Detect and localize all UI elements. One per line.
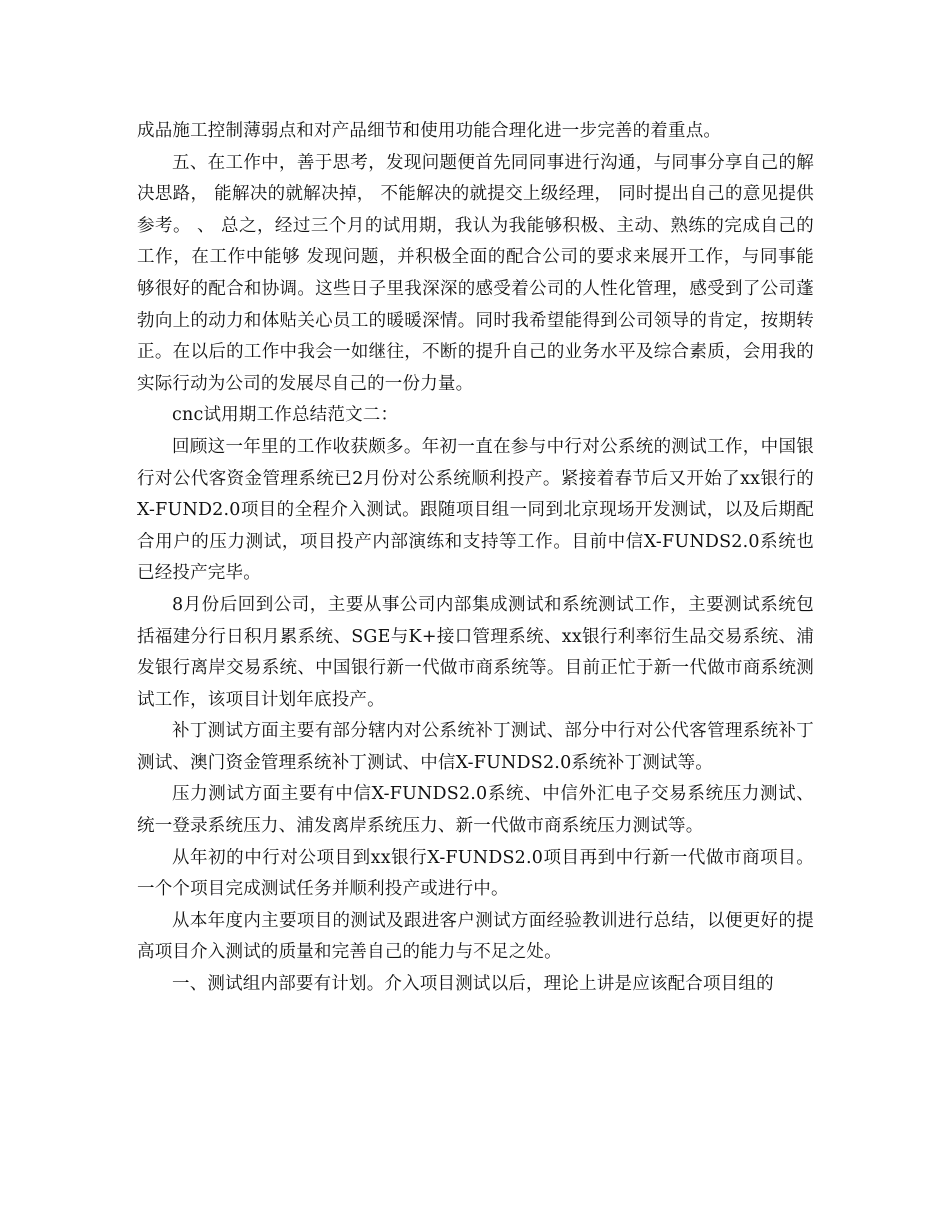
paragraph-2: 五、在工作中，善于思考，发现问题便首先同同事进行沟通，与同事分享自己的解决思路， 能解决的就解决掉， 不能解决的就提交上级经理， 同时提出自己的意见提供参考。 、 总之，经过三个月的试用期，我认为我能够积极、主动、熟练的完成自己的工作，在工作中能够 发现问题，并积极全面的配合公司的要求来展开工作，与同事能够很好的配合和协调。这些日子里我深深的感受着公司的人性化管理，感受到了公司蓬勃向上的动力和体贴关心员工的暖暖深情。同时我希望能得到公司领导的肯定，按期转正。在以后的工作中我会一如继往，不断的提升自己的业务水平及综合素质，会用我的实际行动为公司的发展尽自己的一份力量。: [137, 152, 814, 394]
paragraph-8: 从年初的中行对公项目到xx银行X-FUNDS2.0项目再到中行新一代做市商项目。一个个项目完成测试任务并顺利投产或进行中。: [137, 847, 814, 900]
paragraph-9: 从本年度内主要项目的测试及跟进客户测试方面经验教训进行总结，以便更好的提高项目介入测试的质量和完善自己的能力与不足之处。: [137, 910, 814, 963]
paragraph-1: 成品施工控制薄弱点和对产品细节和使用功能合理化进一步完善的着重点。: [137, 121, 722, 141]
paragraph-4: 回顾这一年里的工作收获颇多。年初一直在参与中行对公系统的测试工作，中国银行对公代客资金管理系统已2月份对公系统顺利投产。紧接着春节后又开始了xx银行的X-FUND2.0项目的全程介入测试。跟随项目组一同到北京现场开发测试，以及后期配合用户的压力测试，项目投产内部演练和支持等工作。目前中信X-FUNDS2.0系统也已经投产完毕。: [137, 436, 814, 584]
paragraph-10: 一、测试组内部要有计划。介入项目测试以后，理论上讲是应该配合项目组的: [172, 974, 774, 995]
paragraph-5: 8月份后回到公司，主要从事公司内部集成测试和系统测试工作，主要测试系统包括福建分行日积月累系统、SGE与K+接口管理系统、xx银行利率衍生品交易系统、浦发银行离岸交易系统、中国银行新一代做市商系统等。目前正忙于新一代做市商系统测试工作，该项目计划年底投产。: [137, 594, 814, 710]
paragraph-6: 补丁测试方面主要有部分辖内对公系统补丁测试、部分中行对公代客管理系统补丁测试、澳门资金管理系统补丁测试、中信X-FUNDS2.0系统补丁测试等。: [137, 721, 814, 773]
section-heading-paragraph: cnc试用期工作总结范文二：: [172, 405, 399, 426]
paragraph-7: 压力测试方面主要有中信X-FUNDS2.0系统、中信外汇电子交易系统压力测试、统一登录系统压力、浦发离岸系统压力、新一代做市商系统压力测试等。: [137, 784, 814, 837]
